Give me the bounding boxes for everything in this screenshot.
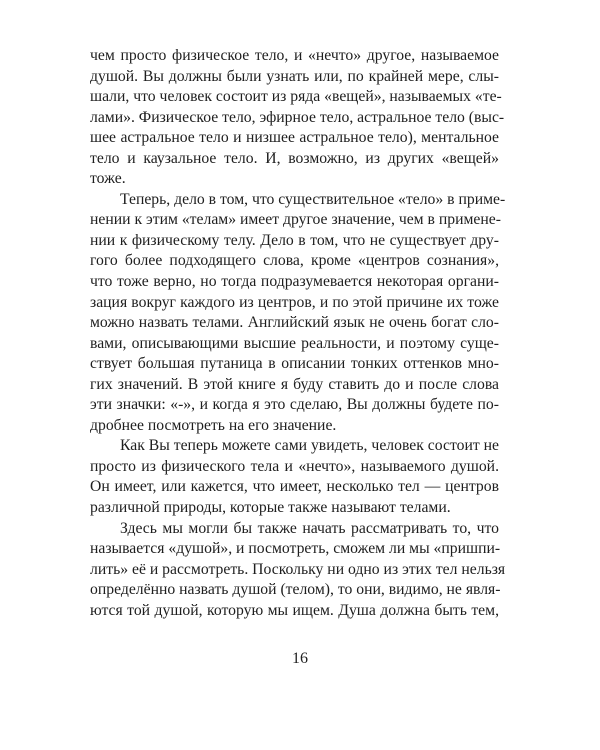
text-line: что тоже верно, но тогда подразумевается некоторая органи- — [90, 273, 499, 291]
text-line: чем просто физическое тело, и «нечто» другое, называемое — [90, 47, 499, 64]
body-text — [90, 46, 506, 621]
text-line: душой. Вы должны были узнать или, по крайней мере, слы- — [90, 67, 499, 85]
text-line: нии к физическому телу. Дело в том, что не существует дру- — [90, 231, 499, 249]
text-line: называется «душой», и посмотреть, сможем ли мы «пришпи- — [90, 540, 501, 558]
text-line: дробнее посмотреть на его значение. — [90, 416, 337, 434]
text-line: Как Вы теперь можете сами увидеть, человек состоит не — [120, 437, 499, 455]
text-line: нении к этим «телам» имеет другое значение, чем в примене- — [90, 211, 501, 229]
paragraph — [90, 190, 506, 437]
text-line: Теперь, дело в том, что существительное «тело» в приме- — [120, 190, 506, 208]
text-line: гого более подходящего слова, кроме «центров сознания», — [90, 252, 499, 270]
text-line: зация вокруг каждого из центров, и по этой причине их тоже — [90, 293, 499, 311]
text-line: тело и каузальное тело. И, возможно, из других «вещей» — [90, 149, 499, 167]
text-line: лить» её и рассмотреть. Поскольку ни одно из этих тел нельзя — [90, 560, 506, 578]
text-line: Здесь мы могли бы также начать рассматривать то, что — [120, 519, 499, 537]
text-line: вами, описывающими высшие реальности, и поэтому суще- — [90, 334, 499, 352]
page-number: 16 — [292, 650, 308, 667]
paragraph — [90, 436, 499, 518]
paragraph — [90, 46, 505, 190]
text-line: можно назвать телами. Английский язык не очень богат сло- — [90, 314, 499, 332]
paragraph — [90, 519, 506, 622]
text-line: просто из физического тела и «нечто», называемого душой. — [90, 457, 499, 475]
text-line: лами». Физическое тело, эфирное тело, астральное тело (выс- — [90, 108, 505, 126]
text-line: тоже. — [90, 170, 126, 188]
text-line: ются той душой, которую мы ищем. Душа должна быть тем, — [90, 601, 499, 619]
text-line: ствует большая путаница в описании тонких оттенков мно- — [90, 355, 499, 373]
text-line: шали, что человек состоит из ряда «вещей», называемых «те- — [90, 88, 502, 106]
text-line: различной природы, которые также называют телами. — [90, 499, 451, 517]
text-line: Он имеет, или кажется, что имеет, несколько тел — центров — [90, 478, 499, 496]
text-line: определённо назвать душой (телом), то они, видимо, не явля- — [90, 581, 501, 599]
text-line: гих значений. В этой книге я буду ставить до и после слова — [90, 375, 499, 393]
text-line: эти значки: «-», и когда я это сделаю, Вы должны будете по- — [90, 396, 499, 414]
text-line: шее астральное тело и низшее астральное тело), ментальное — [90, 129, 499, 147]
